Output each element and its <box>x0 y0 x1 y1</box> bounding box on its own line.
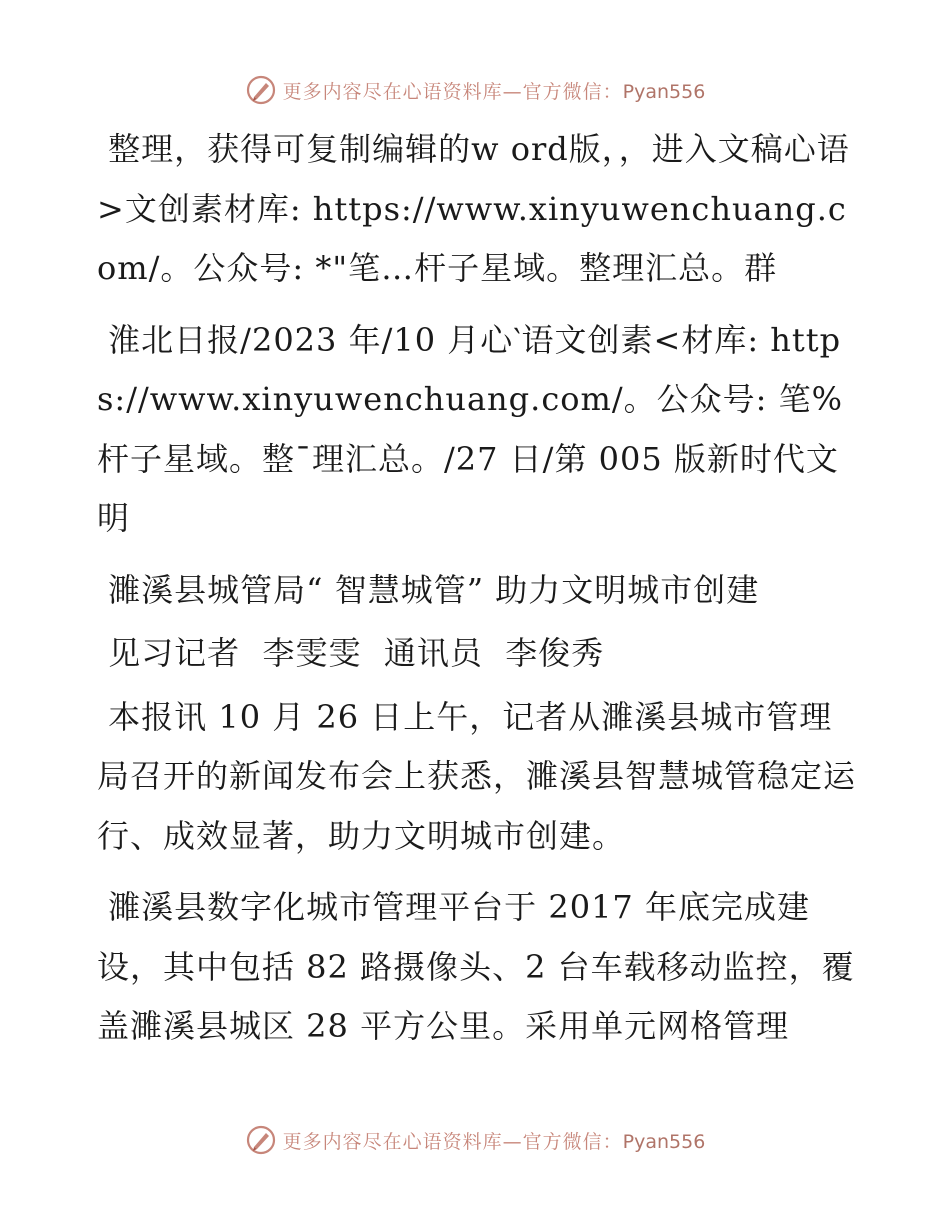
paragraph-body: 濉溪县数字化城市管理平台于 2017 年底完成建设，其中包括 82 路摄像头、2 台车载移动监控，覆盖濉溪县城区 28 平方公里。采用单元网格管理 <box>97 888 855 1045</box>
paragraph-lead: 本报讯 10 月 26 日上午，记者从濉溪县城市管理局召开的新闻发布会上获悉，濉溪县智慧城管稳定运行、成效显著，助力文明城市创建。 <box>97 697 857 855</box>
watermark-id: Pyan556 <box>622 1130 706 1153</box>
watermark-text: 更多内容尽在心语资料库—官方微信：Pyan556 <box>282 1130 706 1153</box>
paragraph-source: 淮北日报/2023 年/10 月心‵语文创素<材库: https://www.xinyuwenchuang.com/。公众号: 笔%杆子星域。整¯理汇总。/27 日/第 005 版新时代文明 <box>97 320 843 537</box>
pen-logo-icon <box>245 1124 277 1156</box>
article-title: 濉溪县城管局“ 智慧城管” 助力文明城市创建 <box>97 570 760 609</box>
document-body <box>97 120 857 1069</box>
article-byline: 见习记者 李雯雯 通讯员 李俊秀 <box>97 634 605 672</box>
watermark-text: 更多内容尽在心语资料库—官方微信：Pyan556 <box>282 80 706 103</box>
footer-watermark <box>0 1120 950 1160</box>
paragraph-intro: 整理，获得可复制编辑的w ord版，，进入文稿心语>文创素材库: https://www.xinyuwenchuang.com/。公众号: *"笔…杆子星域。整理汇总。群 <box>97 130 850 287</box>
pen-logo-icon <box>245 74 277 106</box>
header-watermark <box>0 70 950 110</box>
watermark-id: Pyan556 <box>622 80 706 103</box>
